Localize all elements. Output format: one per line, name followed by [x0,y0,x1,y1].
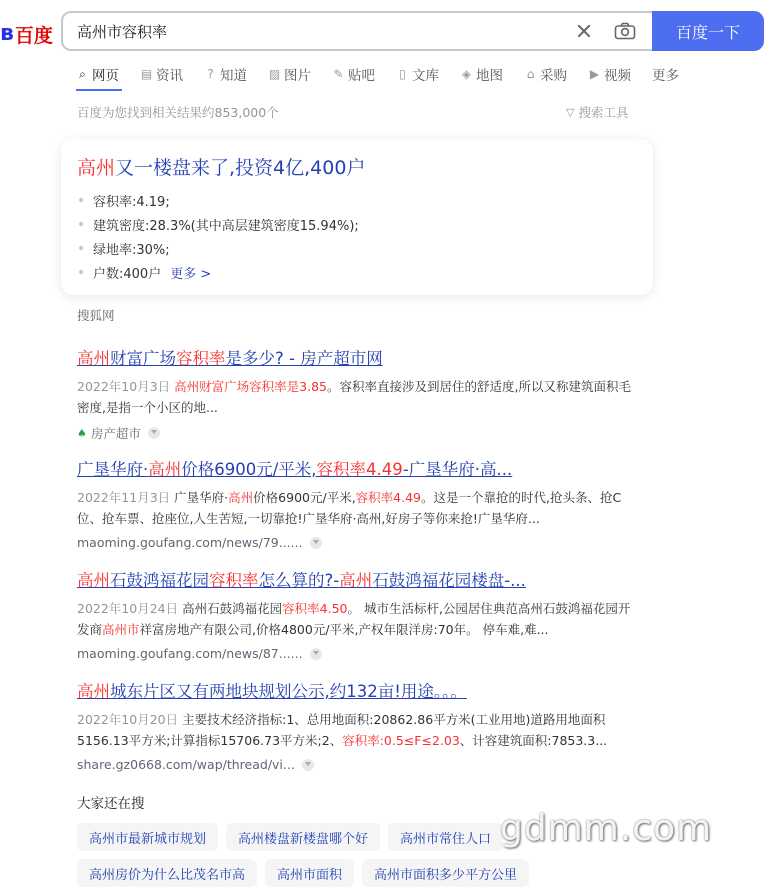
tab-wenku[interactable] [396,64,439,84]
related-search-chip[interactable]: 高州市面积多少平方公里 [362,859,529,887]
bullet-item [77,212,637,236]
chevron-down-icon[interactable] [148,427,160,439]
featured-answer-card [61,139,653,295]
highlighted-text: 高州 [77,571,110,590]
map-icon: ◈ [461,67,472,81]
result-snippet [77,376,637,418]
bullet-dot [79,222,83,226]
result-title-link[interactable] [77,345,637,369]
document-icon: ▯ [399,67,406,81]
related-search-chip[interactable]: 高州市最新城市规划 [77,823,218,851]
tab-label: 文库 [412,68,439,84]
highlighted-text: 容积率4.49 [316,460,403,479]
search-input[interactable] [77,22,574,40]
tab-label: 地图 [476,68,503,84]
search-icon: ⌕ [79,66,86,81]
text-segment: -广垦华府·高... [402,460,513,479]
result-source-text[interactable]: share.gz0668.com/wap/thread/vi... [77,757,295,772]
tieba-icon: ✎ [333,67,344,81]
highlighted-text: 容积率4.49 [355,490,422,505]
result-source-text[interactable]: maoming.goufang.com/news/87...... [77,646,303,661]
tab-tieba[interactable] [332,64,375,84]
text-segment: 广垦华府· [174,490,229,505]
logo-text: 百度 [14,24,53,47]
image-icon: ▨ [268,67,281,81]
bullet-text: 户数:400户 [93,266,162,282]
related-search-chip[interactable]: 高州房价为什么比茂名市高 [77,859,257,887]
related-search-chip[interactable]: 高州市常住人口 [388,823,503,851]
featured-source: 搜狐网 [77,308,115,323]
title-highlight: 高州 [77,157,116,179]
related-searches-title: 大家还在搜 [77,796,145,812]
text-segment: 、计容建筑面积:7853.3... [459,733,608,748]
tab-zhidao[interactable] [204,64,247,84]
highlighted-text: 高州 [228,490,254,505]
result-count: 百度为您找到相关结果约853,000个 [77,105,279,120]
text-segment: 城东片区又有两地块规划公示,约132亩!用途。。。 [110,682,467,701]
bullet-dot [79,246,83,250]
bullet-text: 绿地率:30%; [93,242,170,258]
search-tools-button[interactable] [566,103,628,121]
result-date: 2022年11月3日 [77,490,171,505]
result-date: 2022年10月24日 [77,601,179,616]
text-segment: 高州石鼓鸿福花园 [182,601,283,616]
result-title-link[interactable] [77,567,637,591]
featured-title[interactable] [77,153,637,180]
text-segment: 石鼓鸿福花园 [110,571,209,590]
tab-label: 更多 [652,68,679,84]
chevron-down-icon[interactable] [310,537,322,549]
related-search-chip[interactable]: 高州市面积 [265,859,354,887]
highlighted-text: 容积率 [209,571,259,590]
close-icon[interactable] [574,21,594,41]
tab-label: 图片 [284,68,311,84]
active-tab-indicator [76,89,122,91]
text-segment: 石鼓鸿福花园楼盘-... [372,571,526,590]
baidu-logo[interactable] [0,18,53,50]
tab-label: 知道 [220,68,247,84]
result-snippet [77,487,637,529]
highlighted-text: 高州 [77,349,110,368]
tab-label: 贴吧 [348,68,375,84]
highlighted-text: 高州 [77,682,110,701]
highlighted-text: 容积率4.50 [282,601,348,616]
search-result [77,345,637,442]
highlighted-text: 容积率 [176,349,226,368]
text-segment: 是多少? - 房产超市网 [225,349,383,368]
result-source [77,757,637,772]
result-source-text[interactable]: 房产超市 [90,426,141,441]
highlighted-text: 高州市 [102,622,140,637]
bullet-dot [79,198,83,202]
result-title-link[interactable] [77,678,637,702]
text-segment: 价格6900元/平米, [181,460,317,479]
bullet-item [77,188,637,212]
text-segment: 怎么算的?- [258,571,340,590]
tab-video[interactable] [588,64,631,84]
text-segment: 。这是一个靠抢的时代,抢头条、抢C位、抢车票、抢座位,人生苦短,一切靠抢!广垦华府·高州,好房子等你来抢!广垦华府... [77,490,622,526]
search-result [77,456,637,550]
highlighted-text: 高州 [148,460,182,479]
featured-bullets [77,188,637,284]
tab-label: 网页 [92,68,119,84]
related-row [77,859,537,887]
text-segment: 。容积率直接涉及到居住的舒适度,所以又称建筑面积毛密度,是指一个小区的地... [77,379,631,415]
bullet-dot [79,270,83,274]
watermark: gdmm.com [500,808,713,849]
more-link[interactable]: 更多 > [170,266,212,282]
bullet-item [77,260,637,284]
highlighted-text: 容积率:0.5≤F≤2.03 [342,733,460,748]
result-snippet [77,709,637,751]
search-button[interactable]: 百度一下 [652,11,764,51]
result-snippet [77,598,637,640]
search-result [77,678,637,772]
related-row [77,823,511,851]
search-tabs [76,62,700,86]
site-logo-icon: ♠ [77,426,87,440]
text-segment: 广垦华府· [77,460,149,479]
text-segment: 价格6900元/平米, [253,490,356,505]
tab-images[interactable] [268,64,311,84]
text-segment: 祥富房地产有限公司,价格4800元/平米,产权年限洋房:70年。 停车难,难... [139,622,549,637]
result-title-link[interactable] [77,456,637,480]
shopping-icon: ⌂ [526,67,535,81]
tab-map[interactable] [460,64,503,84]
video-icon: ▶ [589,67,600,81]
tab-purchase[interactable] [524,64,567,84]
news-icon: ▤ [140,67,153,81]
search-bar [61,11,764,51]
bullet-item [77,236,637,260]
chevron-down-icon[interactable] [302,759,314,771]
result-source [77,646,637,661]
related-search-chip[interactable]: 高州楼盘新楼盘哪个好 [226,823,380,851]
tab-webpage[interactable] [76,64,119,84]
tab-more[interactable] [652,64,679,84]
highlighted-text: 高州 [339,571,373,590]
search-result [77,567,637,661]
search-box [61,11,652,51]
result-date: 2022年10月20日 [77,712,179,727]
bullet-text: 建筑密度:28.3%(其中高层建筑密度15.94%); [93,218,359,234]
highlighted-text: 高州财富广场容积率是3.85 [174,379,328,394]
result-source-text[interactable]: maoming.goufang.com/news/79...... [77,535,303,550]
tab-label: 采购 [540,68,567,84]
result-date: 2022年10月3日 [77,379,171,394]
camera-icon[interactable] [614,22,636,40]
result-source [77,424,637,442]
title-rest: 又一楼盘来了,投资4亿,400户 [115,157,366,179]
tab-label: 视频 [604,68,631,84]
tab-news[interactable] [140,64,183,84]
question-icon: ? [207,67,214,81]
text-segment: 。 城市生活标杆,公园居住典范高州石鼓鸿福花园开发商 [77,601,631,637]
paw-icon: ʙ [0,21,14,46]
chevron-down-icon[interactable] [310,648,322,660]
filter-icon: ▽ [566,105,575,119]
text-segment: 主要技术经济指标:1、总用地面积:20862.86平方米(工业用地)道路用地面积5156.13平方米;计算指标15706.73平方米;2、 [77,712,606,748]
bullet-text: 容积率:4.19; [93,194,170,210]
search-tools-label: 搜索工具 [578,105,629,120]
tab-label: 资讯 [156,68,183,84]
text-segment: 财富广场 [110,349,176,368]
result-source [77,535,637,550]
